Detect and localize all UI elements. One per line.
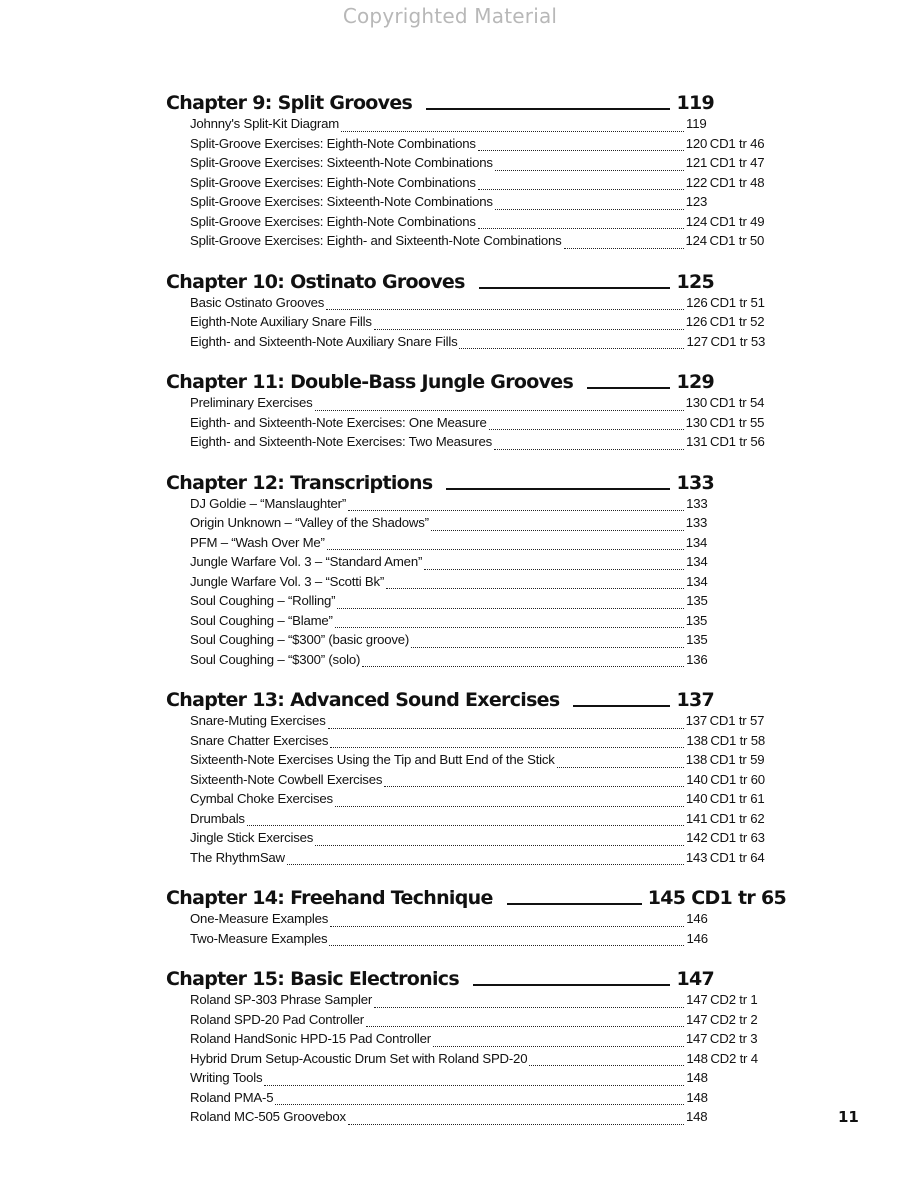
chapter-page: 147 [676,968,714,990]
page-number: 11 [838,1108,859,1126]
chapter-title: Chapter 14: Freehand Technique [166,887,493,909]
toc-entry [190,535,786,555]
chapter-section [166,881,786,950]
entry-cd-track: CD1 tr 56 [710,434,765,449]
entry-page: 147 [686,1011,708,1027]
toc-entry [190,772,786,792]
chapter-page: 125 [676,270,714,293]
toc-entry [190,194,786,214]
toc-entry [190,434,786,454]
entry-title: Writing Tools [190,1070,263,1085]
entry-page: 133 [686,495,708,511]
copyright-watermark: Copyrighted Material [342,4,558,28]
entry-dot-leader [424,568,684,570]
entry-title: Roland SPD-20 Pad Controller [190,1011,364,1027]
entry-page: 126 [685,314,708,329]
entry-dot-leader [459,347,684,349]
toc-entry [190,554,786,574]
entry-cd-track: CD2 tr 2 [710,1011,758,1027]
entry-dot-leader [327,548,684,550]
entry-title: Two-Measure Examples [190,930,328,946]
toc-entry [190,1070,786,1090]
entry-page: 138 [686,732,708,748]
chapter-leader-line [473,984,670,986]
entry-page: 124 [685,213,708,229]
entry-page: 148 [686,1089,708,1105]
entry-dot-leader [433,1045,684,1047]
chapter-heading [166,962,714,990]
chapter-leader-line [446,488,670,490]
entry-title: Eighth-Note Auxiliary Snare Fills [190,314,372,329]
entry-title: Soul Coughing – “$300” (solo) [190,651,361,667]
entry-cd-track: CD1 tr 49 [709,213,765,229]
entry-title: Soul Coughing – “$300” (basic groove) [190,632,410,647]
toc-entry [190,992,786,1012]
entry-page: 142 [686,830,708,845]
entry-dot-leader [366,1025,684,1027]
toc-entry [190,613,786,633]
entry-page: 148 [686,1050,708,1066]
entry-page: 127 [686,333,708,349]
toc-entry [190,593,786,613]
toc-entry [190,830,786,850]
entry-dot-leader [495,169,684,171]
entry-page: 136 [686,651,708,667]
entry-dot-leader [330,746,684,748]
toc-entry [190,1051,786,1071]
toc-entry [190,791,786,811]
entry-cd-track: CD2 tr 4 [710,1050,758,1066]
toc-entry [190,713,786,733]
entry-dot-leader [330,925,684,927]
toc-entry [190,515,786,535]
chapter-page: 119 [676,92,714,114]
entry-dot-leader [362,665,684,667]
entry-list [190,911,786,950]
entry-dot-leader [411,646,684,648]
entry-dot-leader [374,328,684,330]
entry-page: 148 [686,1070,708,1085]
entry-title: Eighth- and Sixteenth-Note Exercises: One Measure [190,414,487,430]
toc-entry [190,233,786,253]
entry-cd-track: CD1 tr 48 [709,174,765,190]
entry-dot-leader [247,824,684,826]
entry-dot-leader [264,1084,684,1086]
entry-title: One-Measure Examples [190,911,329,926]
entry-dot-leader [478,227,684,229]
entry-dot-leader [495,208,684,210]
entry-cd-track: CD1 tr 50 [709,233,765,248]
chapter-section [166,466,786,672]
chapter-leader-line [507,903,642,905]
entry-title: The RhythmSaw [190,849,285,865]
chapter-page: 145 CD1 tr 65 [647,887,786,909]
entry-page: 126 [686,294,708,310]
entry-dot-leader [341,130,684,132]
toc-entry [190,496,786,516]
entry-cd-track: CD1 tr 64 [709,849,765,865]
entry-dot-leader [564,247,684,249]
entry-cd-track: CD1 tr 62 [709,810,765,826]
chapter-heading [166,365,714,393]
chapter-heading [166,881,786,909]
toc-entry [190,136,786,156]
entry-title: Origin Unknown – “Valley of the Shadows” [190,515,429,530]
entry-title: Jingle Stick Exercises [190,830,314,845]
toc-entry [190,415,786,435]
entry-dot-leader [557,766,684,768]
entry-page: 120 [685,135,708,151]
chapter-page: 137 [676,689,714,711]
entry-list [190,395,786,454]
entry-dot-leader [478,149,684,151]
toc-entry [190,314,786,334]
entry-page: 148 [685,1109,708,1124]
entry-page: 140 [686,771,708,787]
toc-entry [190,911,786,931]
toc-entry [190,116,786,136]
chapter-section [166,365,786,454]
chapter-title: Chapter 12: Transcriptions [166,471,433,494]
table-of-contents [166,86,786,1141]
entry-page: 121 [685,155,708,170]
entry-title: Split-Groove Exercises: Eighth-Note Combinations [190,135,476,151]
entry-page: 140 [685,791,708,806]
chapter-heading [166,466,714,494]
chapter-page: 129 [676,371,714,393]
toc-entry [190,1109,786,1129]
entry-cd-track: CD1 tr 54 [709,395,765,410]
entry-dot-leader [335,805,684,807]
entry-title: Snare-Muting Exercises [190,713,326,728]
entry-list [190,116,786,253]
chapter-page: 133 [676,471,714,494]
entry-title: Jungle Warfare Vol. 3 – “Standard Amen” [190,554,423,569]
entry-dot-leader [494,448,684,450]
entry-page: 135 [685,612,708,628]
entry-title: Roland MC-505 Groovebox [190,1109,346,1124]
entry-dot-leader [478,188,684,190]
chapter-title: Chapter 10: Ostinato Grooves [166,270,465,293]
entry-title: Sixteenth-Note Cowbell Exercises [190,771,383,787]
toc-entry [190,214,786,234]
chapter-title: Chapter 15: Basic Electronics [166,968,459,990]
entry-page: 143 [685,849,708,865]
entry-page: 135 [686,632,708,647]
entry-page: 146 [686,911,708,926]
toc-entry [190,1031,786,1051]
entry-dot-leader [287,863,684,865]
entry-cd-track: CD1 tr 53 [710,333,766,349]
chapter-heading [166,265,714,293]
entry-title: Cymbal Choke Exercises [190,791,333,806]
entry-list [190,713,786,869]
entry-title: Roland HandSonic HPD-15 Pad Controller [190,1031,431,1046]
entry-dot-leader [328,727,684,729]
entry-title: Jungle Warfare Vol. 3 – “Scotti Bk” [190,573,385,589]
entry-page: 133 [685,515,708,530]
entry-dot-leader [386,587,684,589]
entry-title: PFM – “Wash Over Me” [190,534,325,550]
entry-page: 124 [685,233,707,248]
chapter-section [166,683,786,869]
entry-title: Drumbals [190,810,245,826]
chapter-leader-line [573,705,670,707]
entry-dot-leader [489,428,684,430]
chapter-heading [166,683,714,711]
entry-list [190,295,786,354]
entry-title: Soul Coughing – “Blame” [190,612,333,628]
entry-title: Snare Chatter Exercises [190,732,329,748]
toc-entry [190,175,786,195]
toc-entry [190,931,786,951]
entry-dot-leader [326,308,684,310]
entry-title: Soul Coughing – “Rolling” [190,593,336,608]
chapter-leader-line [479,287,671,289]
entry-title: Johnny's Split-Kit Diagram [190,116,340,131]
chapter-heading [166,86,714,114]
entry-title: Roland SP-303 Phrase Sampler [190,992,373,1007]
chapter-leader-line [426,108,670,110]
entry-title: Basic Ostinato Grooves [190,294,325,310]
toc-entry [190,733,786,753]
entry-page: 134 [686,573,708,589]
entry-cd-track: CD1 tr 51 [710,294,765,310]
toc-entry [190,652,786,672]
entry-cd-track: CD1 tr 55 [709,414,765,430]
entry-page: 131 [686,434,708,449]
entry-dot-leader [315,409,684,411]
entry-title: Eighth- and Sixteenth-Note Exercises: Two Measures [190,434,493,449]
entry-page: 130 [685,414,708,430]
entry-page: 123 [685,194,708,209]
chapter-title: Chapter 9: Split Grooves [166,92,413,114]
entry-title: Sixteenth-Note Exercises Using the Tip and Butt End of the Stick [190,752,555,767]
entry-dot-leader [337,607,684,609]
entry-dot-leader [329,944,684,946]
entry-dot-leader [529,1064,684,1066]
toc-entry [190,811,786,831]
chapter-title: Chapter 13: Advanced Sound Exercises [166,689,560,711]
entry-page: 138 [685,752,708,767]
entry-title: Split-Groove Exercises: Eighth-Note Combinations [190,213,476,229]
chapter-section [166,86,786,253]
toc-entry [190,334,786,354]
toc-entry [190,395,786,415]
entry-title: Hybrid Drum Setup-Acoustic Drum Set with Roland SPD-20 [190,1050,528,1066]
entry-page: 119 [686,116,707,131]
entry-cd-track: CD2 tr 3 [709,1031,758,1046]
entry-cd-track: CD1 tr 46 [709,135,765,151]
entry-page: 130 [685,395,707,410]
entry-cd-track: CD1 tr 58 [710,732,765,748]
entry-title: DJ Goldie – “Manslaughter” [190,495,347,511]
toc-entry [190,155,786,175]
entry-dot-leader [348,1123,684,1125]
entry-page: 122 [685,174,708,190]
entry-dot-leader [431,529,684,531]
entry-title: Eighth- and Sixteenth-Note Auxiliary Snare Fills [190,333,458,349]
chapter-section [166,265,786,354]
entry-cd-track: CD1 tr 59 [709,752,765,767]
entry-page: 134 [686,554,708,569]
entry-title: Preliminary Exercises [190,395,313,410]
entry-dot-leader [335,626,684,628]
entry-page: 141 [685,810,708,826]
entry-cd-track: CD1 tr 63 [710,830,765,845]
entry-page: 147 [686,992,708,1007]
entry-title: Split-Groove Exercises: Eighth- and Sixteenth-Note Combinations [190,233,562,248]
chapter-leader-line [587,387,670,389]
entry-dot-leader [275,1103,684,1105]
entry-dot-leader [315,844,684,846]
toc-entry [190,295,786,315]
entry-title: Split-Groove Exercises: Eighth-Note Combinations [190,174,476,190]
entry-page: 135 [686,593,708,608]
entry-cd-track: CD2 tr 1 [710,992,758,1007]
entry-dot-leader [384,785,684,787]
entry-page: 134 [685,534,708,550]
toc-entry [190,1090,786,1110]
toc-entry [190,574,786,594]
chapter-title: Chapter 11: Double-Bass Jungle Grooves [166,371,574,393]
entry-list [190,496,786,672]
entry-dot-leader [374,1006,684,1008]
entry-cd-track: CD1 tr 57 [709,713,765,728]
entry-cd-track: CD1 tr 52 [709,314,765,329]
entry-list [190,992,786,1129]
entry-title: Roland PMA-5 [190,1089,274,1105]
toc-entry [190,1012,786,1032]
toc-entry [190,752,786,772]
toc-entry [190,632,786,652]
entry-page: 146 [686,930,708,946]
entry-title: Split-Groove Exercises: Sixteenth-Note Combinations [190,155,493,170]
entry-cd-track: CD1 tr 47 [709,155,765,170]
chapter-section [166,962,786,1129]
entry-page: 137 [685,713,707,728]
entry-cd-track: CD1 tr 61 [709,791,765,806]
entry-dot-leader [348,509,684,511]
entry-cd-track: CD1 tr 60 [710,771,765,787]
entry-page: 147 [685,1031,708,1046]
toc-entry [190,850,786,870]
entry-title: Split-Groove Exercises: Sixteenth-Note Combinations [190,194,493,209]
